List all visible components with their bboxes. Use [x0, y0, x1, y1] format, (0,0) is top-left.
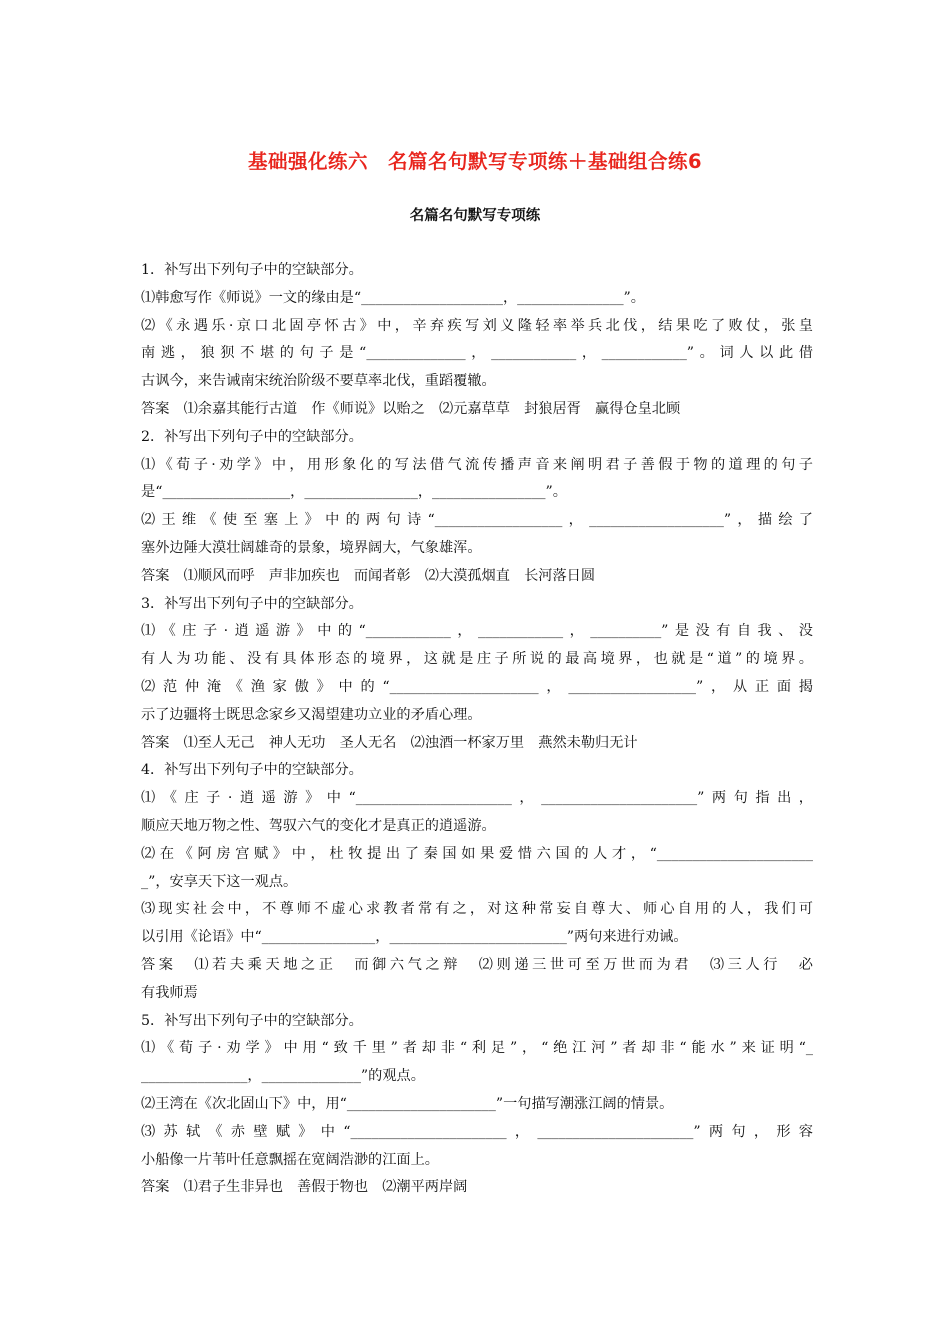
- text-line: 以引用《论语》中“________________，_________________________”两句来进行劝诫。: [141, 929, 688, 946]
- text-line: 答案 ⑴若夫乘天地之正 而御六气之辩 ⑵则递三世可至万世而为君 ⑶三人行 必: [141, 956, 813, 973]
- text-line: ⑵在《阿房宫赋》中，杜牧提出了秦国如果爱惜六国的人才，“______________________: [141, 845, 813, 862]
- page-title: 基础强化练六 名篇名句默写专项练＋基础组合练6: [247, 150, 703, 173]
- text-line: 南逃，狼狈不堪的句子是“______________，____________，____________”。词人以此借: [141, 345, 813, 362]
- text-line: 是“__________________，________________，________________”。: [141, 484, 567, 501]
- text-line: ⑵范仲淹《渔家傲》中的“_____________________，__________________”，从正面揭: [141, 678, 813, 695]
- exercise-body: [141, 257, 813, 1202]
- text-line: 答案 ⑴余嘉其能行古道 作《师说》以贻之 ⑵元嘉草草 封狼居胥 赢得仓皇北顾: [141, 400, 681, 417]
- text-line: ⑶苏轼《赤壁赋》中“______________________，______________________”两句，形容: [141, 1123, 813, 1140]
- text-line: 5．补写出下列句子中的空缺部分。: [141, 1012, 363, 1029]
- text-line: 示了边疆将士既思念家乡又渴望建功立业的矛盾心理。: [141, 706, 482, 723]
- text-line: 2．补写出下列句子中的空缺部分。: [141, 428, 363, 445]
- text-line: _”，安享天下这一观点。: [141, 873, 298, 890]
- text-line: ⑴《荀子·劝学》中，用形象化的写法借气流传播声音来阐明君子善假于物的道理的句子: [141, 456, 813, 473]
- text-line: 古讽今，来告诫南宋统治阶级不要草率北伐，重蹈覆辙。: [141, 373, 496, 390]
- text-line: 答案 ⑴顺风而呼 声非加疾也 而闻者彰 ⑵大漠孤烟直 长河落日圆: [141, 567, 596, 584]
- text-line: 4．补写出下列句子中的空缺部分。: [141, 762, 363, 779]
- text-line: 答案 ⑴至人无己 神人无功 圣人无名 ⑵浊酒一杯家万里 燕然未勒归无计: [141, 734, 638, 751]
- text-line: ⑶现实社会中，不尊师不虚心求教者常有之，对这种常妄自尊大、师心自用的人，我们可: [141, 901, 813, 918]
- text-line: 顺应天地万物之性、驾驭六气的变化才是真正的逍遥游。: [141, 817, 496, 834]
- text-line: 3．补写出下列句子中的空缺部分。: [141, 595, 363, 612]
- text-line: 答案 ⑴君子生非异也 善假于物也 ⑵潮平两岸阔: [141, 1179, 468, 1196]
- text-line: ⑴《庄子·逍遥游》中“______________________，______________________”两句指出，: [141, 790, 813, 807]
- text-line: ⑴《庄子·逍遥游》中的“____________，____________，__________”是没有自我、没: [141, 623, 813, 640]
- text-line: ⑴《荀子·劝学》中用“致千里”者却非“利足”，“绝江河”者却非“能水”来证明“_: [141, 1040, 813, 1057]
- section-title: 名篇名句默写专项练: [409, 208, 541, 224]
- text-line: 有我师焉: [141, 984, 198, 1001]
- text-line: 有人为功能、没有具体形态的境界，这就是庄子所说的最高境界，也就是“道”的境界。: [141, 651, 813, 668]
- text-line: ⑵《永遇乐·京口北固亭怀古》中，辛弃疾写刘义隆轻率举兵北伐，结果吃了败仗，张皇: [141, 317, 813, 334]
- text-line: 1．补写出下列句子中的空缺部分。: [141, 262, 363, 278]
- text-line: ⑴韩愈写作《师说》一文的缘由是“____________________，_______________”。: [141, 289, 645, 306]
- text-line: ⑵王湾在《次北固山下》中，用“_____________________”一句描写潮涨江阔的情景。: [141, 1095, 674, 1112]
- text-line: ⑵王维《使至塞上》中的两句诗“__________________，___________________”，描绘了: [141, 512, 813, 529]
- text-line: 小船像一片苇叶任意飘摇在宽阔浩渺的江面上。: [141, 1151, 439, 1168]
- text-line: 塞外边陲大漠壮阔雄奇的景象，境界阔大，气象雄浑。: [141, 539, 482, 556]
- text-line: _______________，______________”的观点。: [141, 1068, 425, 1085]
